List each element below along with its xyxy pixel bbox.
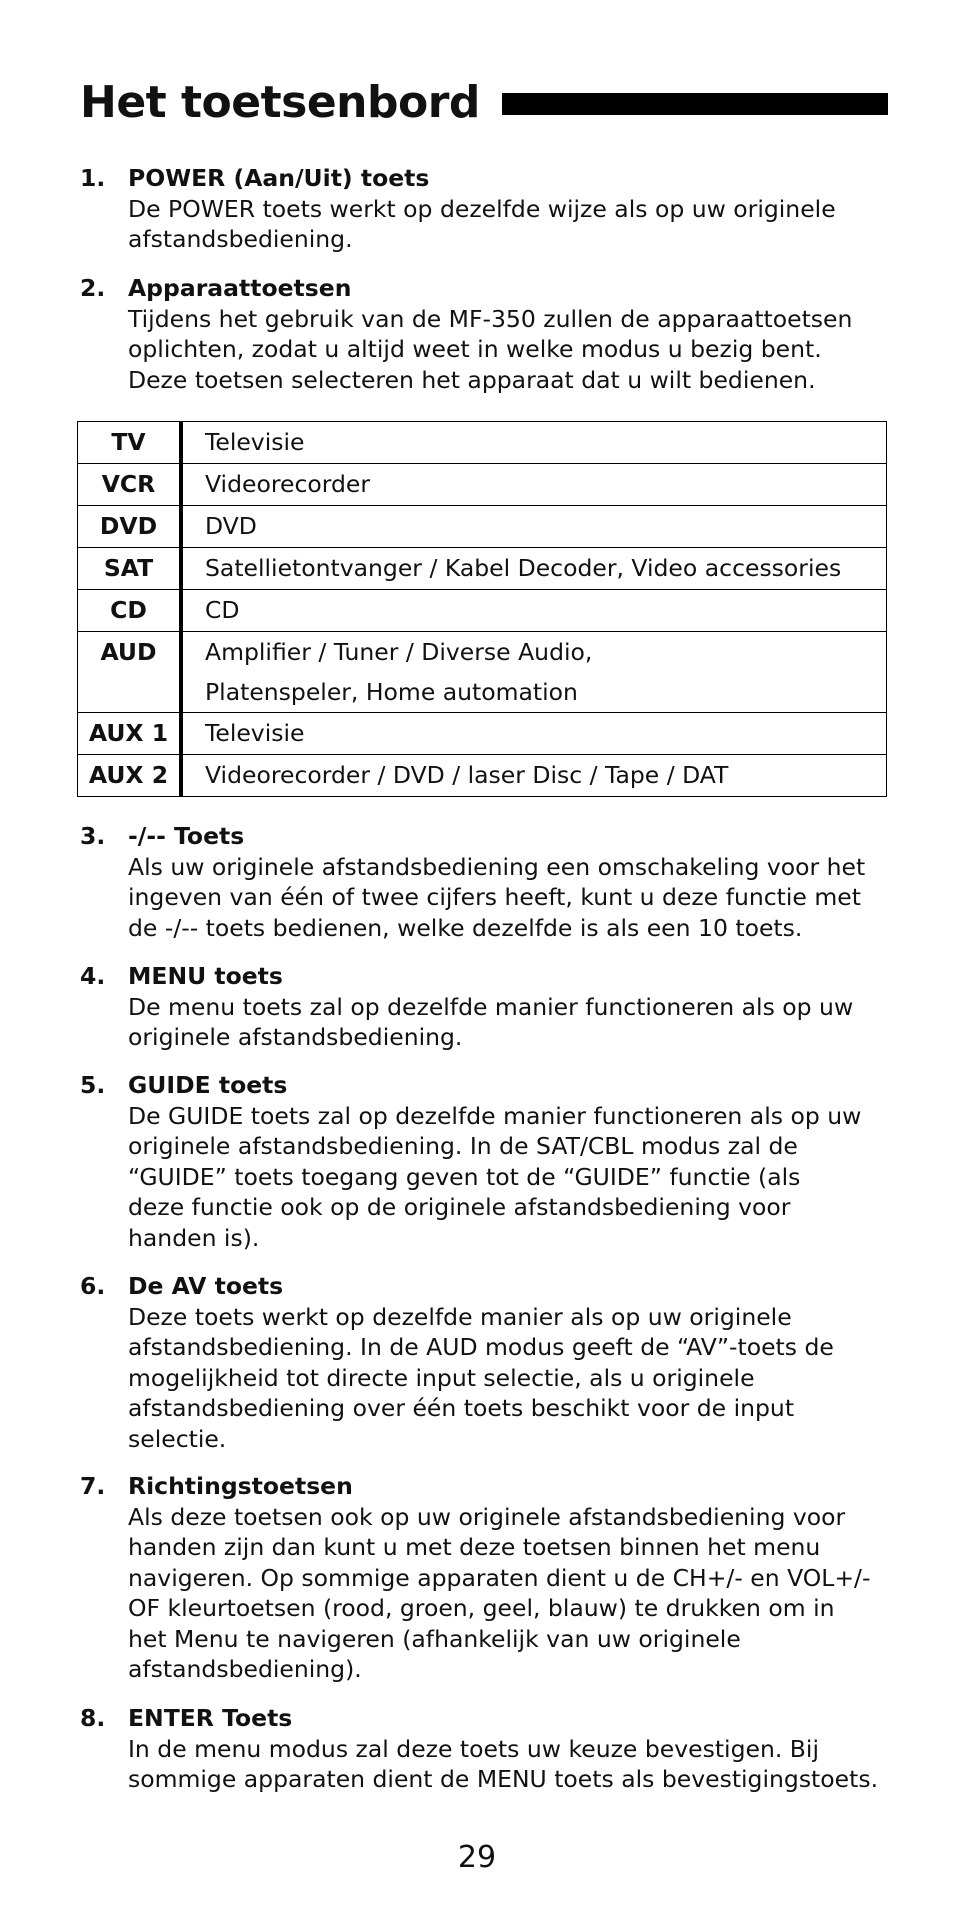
device-code-cell [78,422,182,464]
item-body [128,1302,888,1455]
page-number: 29 [457,1840,497,1875]
item-number: 6. [80,1272,106,1300]
section-guide-key [80,1070,888,1253]
device-code: AUD [100,638,157,666]
body-line: De menu toets zal op dezelfde manier functioneren als op uw [128,992,854,1021]
device-desc-cell [181,755,887,797]
device-desc: Televisie [205,719,305,747]
body-line: originele afstandsbediening. [128,1023,463,1051]
item-heading: -/-- Toets [128,822,245,850]
item-number: 3. [80,822,106,850]
body-line: “GUIDE” toets toegang geven tot de “GUIDE” functie (als [128,1162,801,1191]
device-code-cell [78,590,182,632]
body-line: deze functie ook op de originele afstandsbediening voor [128,1193,791,1221]
table-row [78,506,887,548]
device-code-cell [78,713,182,755]
device-code-cell [78,548,182,590]
item-body [128,194,888,255]
device-code-cell [78,632,182,713]
item-number: 1. [80,164,106,192]
item-number: 7. [80,1472,106,1500]
item-body [128,1101,888,1254]
title-row [80,72,888,132]
item-heading: POWER (Aan/Uit) toets [128,164,430,192]
body-line: sommige apparaten dient de MENU toets als bevestigingstoets. [128,1765,879,1793]
body-line: Deze toets werkt op dezelfde manier als op uw originele [128,1302,792,1331]
table-row [78,548,887,590]
item-body [128,1734,888,1795]
body-line: mogelijkheid tot directe input selectie, als u originele [128,1363,755,1392]
device-desc-cell [181,548,887,590]
device-code: CD [110,596,147,624]
device-desc: CD [205,596,240,624]
item-number: 2. [80,274,106,302]
body-line: OF kleurtoetsen (rood, groen, geel, blauw) te drukken om in [128,1594,835,1622]
item-heading: Apparaattoetsen [128,274,352,302]
device-desc: Satellietontvanger / Kabel Decoder, Video accessories [205,554,842,582]
device-desc-cell [181,506,887,548]
body-line: oplichten, zodat u altijd weet in welke modus u bezig bent. [128,335,822,363]
body-line: handen zijn dan kunt u met deze toetsen binnen het menu [128,1533,821,1561]
table-row [78,590,887,632]
item-body [128,1502,888,1685]
item-number: 5. [80,1071,106,1099]
device-desc-cell [181,422,887,464]
body-line: originele afstandsbediening. In de SAT/CBL modus zal de [128,1132,798,1160]
device-desc: Videorecorder [205,470,371,498]
item-number: 8. [80,1704,106,1732]
device-table [77,421,887,797]
device-code: TV [111,428,146,456]
item-body [128,992,888,1053]
item-heading: ENTER Toets [128,1704,293,1732]
section-digit-key [80,821,888,943]
body-line: navigeren. Op sommige apparaten dient u de CH+/- en VOL+/- [128,1563,871,1592]
body-line: In de menu modus zal deze toets uw keuze bevestigen. Bij [128,1734,819,1763]
device-code: SAT [103,554,154,582]
device-code: AUX 2 [88,761,169,789]
device-code-cell [78,755,182,797]
device-code: VCR [101,470,156,498]
item-body [128,304,888,396]
device-code: DVD [99,512,158,540]
body-line: handen is). [128,1223,260,1252]
device-desc-cell [181,632,887,713]
table-row [78,464,887,506]
body-line: ingeven van één of twee cijfers heeft, kunt u deze functie met [128,883,861,911]
body-line: Tijdens het gebruik van de MF-350 zullen de apparaattoetsen [128,304,853,333]
item-heading: GUIDE toets [128,1071,288,1099]
table-row [78,755,887,797]
section-direction-keys [80,1471,888,1685]
device-desc-cell [181,464,887,506]
body-line: Als uw originele afstandsbediening een omschakeling voor het [128,852,866,881]
item-heading: De AV toets [128,1272,284,1300]
device-code-cell [78,464,182,506]
body-line: afstandsbediening over één toets beschikt voor de input [128,1394,795,1422]
item-number: 4. [80,962,106,990]
device-desc: Televisie [205,428,305,456]
item-heading: Richtingstoetsen [128,1472,353,1500]
device-code: AUX 1 [88,719,169,747]
body-line: Als deze toetsen ook op uw originele afstandsbediening voor [128,1502,846,1531]
page-title: Het toetsenbord [80,76,480,128]
device-desc-cell [181,590,887,632]
body-line: het Menu te navigeren (afhankelijk van uw originele [128,1624,741,1653]
device-code-cell [78,506,182,548]
item-body [128,852,888,944]
body-line: De POWER toets werkt op dezelfde wijze als op uw originele [128,194,836,223]
table-row [78,422,887,464]
body-line: afstandsbediening. In de AUD modus geeft de “AV”-toets de [128,1333,834,1361]
device-desc: DVD [205,512,257,540]
title-decor-bar [502,93,888,115]
body-line: de -/-- toets bedienen, welke dezelfde is als een 10 toets. [128,913,803,942]
section-av-key [80,1271,888,1454]
body-line: afstandsbediening). [128,1655,362,1683]
section-device-keys [80,273,888,395]
body-line: afstandsbediening. [128,225,353,253]
section-enter-key [80,1703,888,1795]
table-row [78,713,887,755]
section-power-key [80,163,888,255]
body-line: De GUIDE toets zal op dezelfde manier functioneren als op uw [128,1101,862,1130]
table-row [78,632,887,713]
device-desc: Videorecorder / DVD / laser Disc / Tape / DAT [205,761,729,789]
device-desc-cell [181,713,887,755]
device-desc: Platenspeler, Home automation [205,678,578,706]
section-menu-key [80,961,888,1053]
device-desc: Amplifier / Tuner / Diverse Audio, [205,638,593,666]
body-line: Deze toetsen selecteren het apparaat dat u wilt bedienen. [128,365,816,394]
item-heading: MENU toets [128,962,283,990]
body-line: selectie. [128,1424,227,1453]
